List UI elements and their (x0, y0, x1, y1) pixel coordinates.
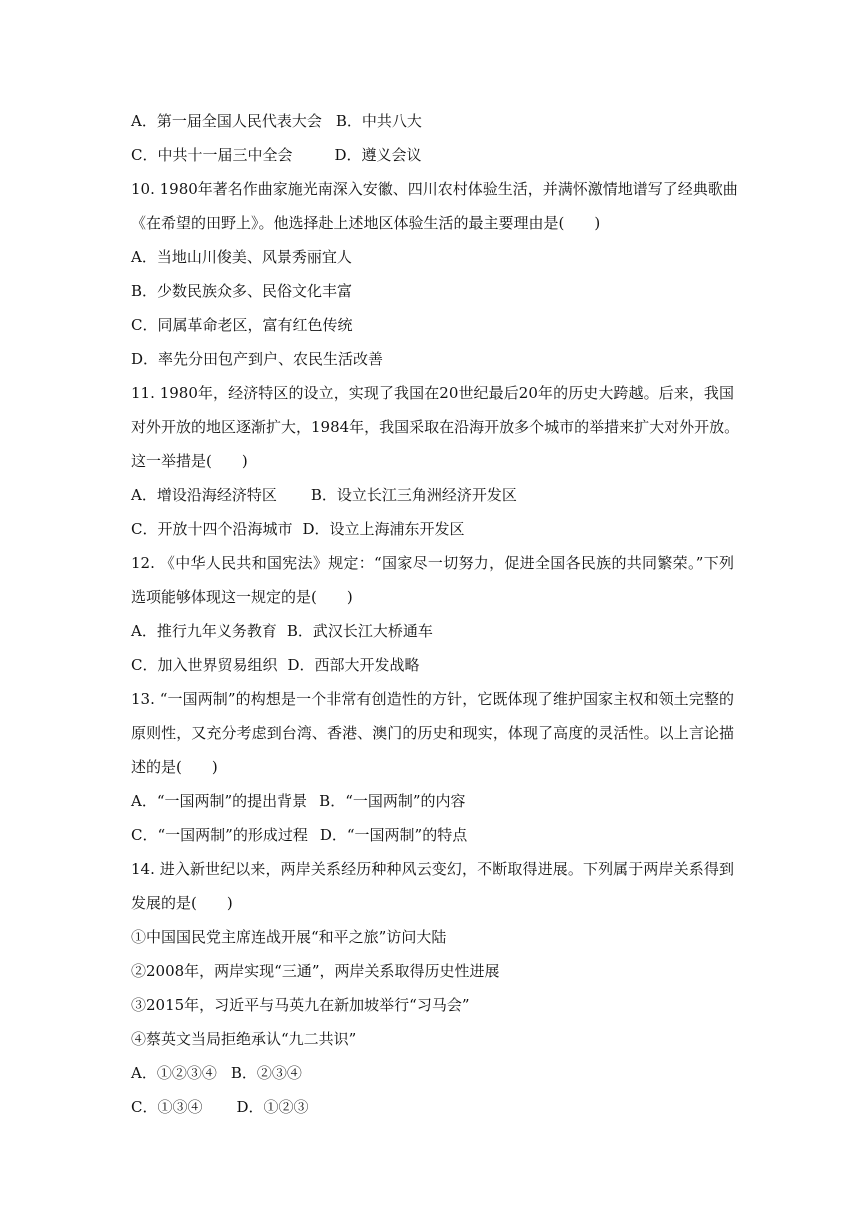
option-c: C．①③④ (131, 1098, 203, 1116)
option-c: C．开放十四个沿海城市 (131, 520, 293, 538)
question-13-stem: 13. “一国两制”的构想是一个非常有创造性的方针，它既体现了维护国家主权和领土完整的 (131, 690, 734, 708)
option-b: B．武汉长江大桥通车 (286, 622, 433, 640)
option-row (131, 483, 734, 507)
option-b: B．中共八大 (335, 112, 422, 130)
question-14-stem: 14. 进入新世纪以来，两岸关系经历种种风云变幻，不断取得进展。下列属于两岸关系得到 (131, 860, 734, 878)
option-a: A．当地山川俊美、风景秀丽宜人 (131, 248, 352, 266)
question-13-stem-end: 述的是( ) (131, 758, 218, 776)
question-13-stem-cont: 原则性，又充分考虑到台湾、香港、澳门的历史和现实，体现了高度的灵活性。以上言论描 (131, 724, 734, 742)
option-a: A．推行九年义务教育 (131, 622, 277, 640)
option-row (131, 517, 734, 541)
question-11-stem-end: 这一举措是( ) (131, 452, 248, 470)
question-12-stem-cont: 选项能够体现这一规定的是( ) (131, 588, 353, 606)
option-row (131, 619, 734, 643)
option-c: C．加入世界贸易组织 (131, 656, 278, 674)
option-a: A．①②③④ (131, 1064, 217, 1082)
option-d: D．西部大开发战略 (287, 656, 420, 674)
option-row (131, 1095, 734, 1119)
question-11-stem: 11. 1980年，经济特区的设立，实现了我国在20世纪最后20年的历史大跨越。后来，我国 (131, 384, 734, 402)
option-d: D．设立上海浦东开发区 (302, 520, 465, 538)
option-row (131, 143, 734, 167)
option-d: D．“一国两制”的特点 (319, 826, 468, 844)
question-10-stem-cont: 《在希望的田野上》。他选择赴上述地区体验生活的最主要理由是( ) (131, 214, 601, 232)
option-row (131, 823, 734, 847)
option-row (131, 789, 734, 813)
option-row (131, 109, 734, 133)
option-b: B．设立长江三角洲经济开发区 (310, 486, 517, 504)
question-14-stem-cont: 发展的是( ) (131, 894, 233, 912)
question-11-stem-cont: 对外开放的地区逐渐扩大，1984年，我国采取在沿海开放多个城市的举措来扩大对外开放。 (131, 418, 740, 436)
option-b: B．少数民族众多、民俗文化丰富 (131, 282, 353, 300)
option-b: B．②③④ (230, 1064, 302, 1082)
option-a: A．增设沿海经济特区 (131, 486, 277, 504)
option-c: C．同属革命老区，富有红色传统 (131, 316, 353, 334)
option-c: C．中共十一届三中全会 (131, 146, 293, 164)
option-c: C．“一国两制”的形成过程 (131, 826, 308, 844)
statement-2: ②2008年，两岸实现“三通”，两岸关系取得历史性进展 (131, 962, 500, 980)
statement-3: ③2015年，习近平与马英九在新加坡举行“习马会” (131, 996, 470, 1014)
question-10-stem: 10. 1980年著名作曲家施光南深入安徽、四川农村体验生活，并满怀激情地谱写了经典歌曲 (131, 180, 738, 198)
option-d: D．遵义会议 (334, 146, 422, 164)
option-row (131, 1061, 734, 1085)
option-b: B．“一国两制”的内容 (319, 792, 466, 810)
option-d: D．率先分田包产到户、农民生活改善 (131, 350, 384, 368)
statement-4: ④蔡英文当局拒绝承认“九二共识” (131, 1030, 357, 1048)
option-a: A．“一国两制”的提出背景 (131, 792, 308, 810)
statement-1: ①中国国民党主席连战开展“和平之旅”访问大陆 (131, 928, 447, 946)
option-a: A．第一届全国人民代表大会 (131, 112, 322, 130)
option-row (131, 653, 734, 677)
question-12-stem: 12. 《中华人民共和国宪法》规定：“国家尽一切努力，促进全国各民族的共同繁荣。”下列 (131, 554, 734, 572)
option-d: D．①②③ (236, 1098, 309, 1116)
